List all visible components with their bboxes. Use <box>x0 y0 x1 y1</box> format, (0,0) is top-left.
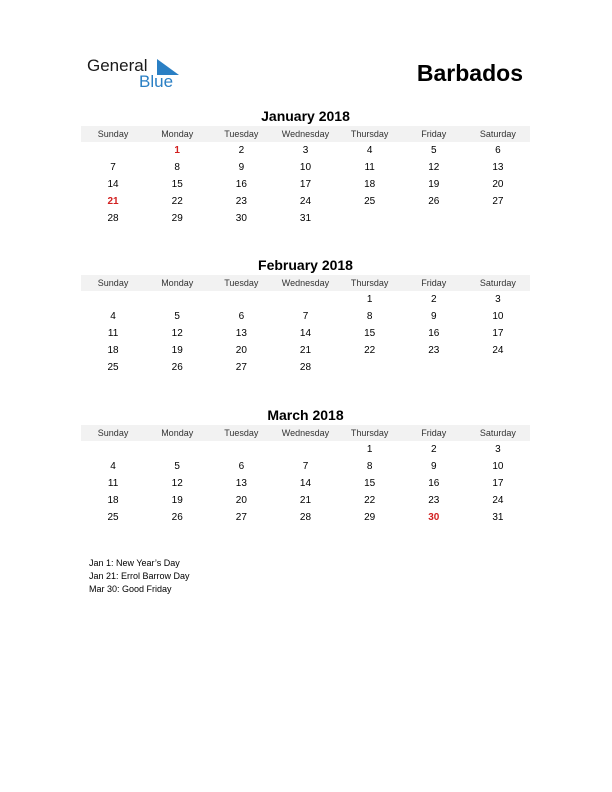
date-cell: 28 <box>299 362 312 373</box>
month-title: March 2018 <box>267 407 344 423</box>
week-row <box>81 159 530 176</box>
date-cell: 27 <box>492 196 504 207</box>
week-row <box>81 193 530 210</box>
date-cell: 24 <box>299 196 312 207</box>
date-cell: 7 <box>110 162 116 173</box>
date-cell: 23 <box>428 345 440 356</box>
date-cell: 17 <box>492 478 504 489</box>
weekday-label: Thursday <box>350 129 389 139</box>
holiday-date-cell: 1 <box>174 145 180 156</box>
generalblue-logo <box>87 56 187 92</box>
date-cell: 31 <box>299 213 312 224</box>
date-cell: 19 <box>171 495 183 506</box>
weekday-label: Friday <box>421 278 447 288</box>
month-title: February 2018 <box>258 257 353 273</box>
calendar-january <box>81 107 530 227</box>
date-cell: 12 <box>171 328 183 339</box>
date-cell: 26 <box>171 362 183 373</box>
date-cell: 24 <box>492 345 504 356</box>
date-cell: 30 <box>235 213 247 224</box>
date-cell: 2 <box>430 294 437 305</box>
date-cell: 16 <box>428 328 440 339</box>
date-cell: 8 <box>174 162 180 173</box>
date-cell: 19 <box>171 345 183 356</box>
weekday-label: Monday <box>161 278 194 288</box>
date-cell: 25 <box>107 362 119 373</box>
weekday-label: Monday <box>161 428 194 438</box>
weekday-header-row <box>81 126 530 142</box>
country-title: Barbados <box>416 60 523 86</box>
date-cell: 14 <box>107 179 119 190</box>
date-cell: 26 <box>171 512 183 523</box>
month-title: January 2018 <box>261 108 350 124</box>
week-row <box>81 142 530 159</box>
weekday-label: Tuesday <box>224 129 259 139</box>
weekday-label: Saturday <box>479 428 516 438</box>
date-cell: 20 <box>235 345 247 356</box>
date-cell: 2 <box>238 145 245 156</box>
weekday-label: Tuesday <box>224 428 259 438</box>
date-cell: 21 <box>299 495 312 506</box>
week-row <box>81 509 530 526</box>
date-cell: 11 <box>107 478 119 489</box>
date-cell: 16 <box>428 478 440 489</box>
weekday-label: Sunday <box>97 129 129 139</box>
date-cell: 6 <box>495 145 501 156</box>
holiday-list-item: Jan 1: New Year’s Day <box>89 558 180 568</box>
weekday-header-row <box>81 425 530 441</box>
date-cell: 15 <box>364 328 376 339</box>
weekday-label: Friday <box>421 129 447 139</box>
date-cell: 5 <box>174 461 180 472</box>
week-row <box>81 492 530 509</box>
date-cell: 22 <box>364 345 376 356</box>
date-cell: 22 <box>364 495 376 506</box>
date-cell: 8 <box>366 311 373 322</box>
date-cell: 29 <box>364 512 376 523</box>
week-row <box>81 458 530 475</box>
date-cell: 13 <box>235 478 247 489</box>
date-cell: 23 <box>428 495 440 506</box>
date-cell: 22 <box>171 196 183 207</box>
weekday-label: Monday <box>161 129 194 139</box>
date-cell: 24 <box>492 495 504 506</box>
weekday-label: Wednesday <box>281 278 330 288</box>
date-cell: 1 <box>366 294 373 305</box>
weekday-label: Wednesday <box>281 428 330 438</box>
date-cell: 16 <box>235 179 247 190</box>
date-cell: 19 <box>428 179 440 190</box>
week-row <box>81 210 530 227</box>
weekday-label: Thursday <box>350 278 389 288</box>
date-cell: 25 <box>364 196 376 207</box>
date-cell: 20 <box>235 495 247 506</box>
weekday-label: Sunday <box>97 278 129 288</box>
date-cell: 4 <box>110 311 116 322</box>
week-row <box>81 441 530 458</box>
date-cell: 18 <box>107 345 119 356</box>
week-row <box>81 475 530 492</box>
weekday-label: Tuesday <box>224 278 259 288</box>
date-cell: 26 <box>428 196 440 207</box>
date-cell: 12 <box>428 162 440 173</box>
date-cell: 13 <box>492 162 504 173</box>
date-cell: 17 <box>299 179 312 190</box>
date-cell: 15 <box>364 478 376 489</box>
week-row <box>81 176 530 193</box>
date-cell: 11 <box>364 162 375 173</box>
weekday-label: Sunday <box>97 428 129 438</box>
weekday-label: Friday <box>421 428 447 438</box>
date-cell: 27 <box>235 512 247 523</box>
date-cell: 20 <box>492 179 504 190</box>
logo-text-general: General <box>87 56 148 75</box>
date-cell: 7 <box>302 461 309 472</box>
calendar-february <box>81 256 530 376</box>
date-cell: 8 <box>366 461 373 472</box>
date-cell: 12 <box>171 478 183 489</box>
holiday-list-item: Jan 21: Errol Barrow Day <box>89 571 190 581</box>
calendar-march <box>81 406 530 526</box>
date-cell: 14 <box>299 478 312 489</box>
holiday-list-item: Mar 30: Good Friday <box>89 584 172 594</box>
date-cell: 3 <box>495 294 501 305</box>
date-cell: 9 <box>430 461 437 472</box>
date-cell: 9 <box>430 311 437 322</box>
week-row <box>81 308 530 325</box>
date-cell: 21 <box>299 345 312 356</box>
date-cell: 6 <box>238 311 245 322</box>
week-row <box>81 325 530 342</box>
logo-text-blue: Blue <box>139 72 174 91</box>
week-row <box>81 342 530 359</box>
week-row <box>81 359 530 376</box>
date-cell: 5 <box>174 311 180 322</box>
weekday-label: Thursday <box>350 428 389 438</box>
date-cell: 5 <box>430 145 437 156</box>
holiday-date-cell: 30 <box>428 512 440 523</box>
weekday-label: Wednesday <box>281 129 330 139</box>
date-cell: 31 <box>492 512 504 523</box>
date-cell: 28 <box>299 512 312 523</box>
date-cell: 6 <box>238 461 245 472</box>
date-cell: 15 <box>171 179 183 190</box>
date-cell: 10 <box>492 311 504 322</box>
date-cell: 1 <box>366 444 373 455</box>
holiday-list <box>89 557 190 596</box>
date-cell: 4 <box>110 461 116 472</box>
date-cell: 13 <box>235 328 247 339</box>
date-cell: 11 <box>107 328 119 339</box>
date-cell: 27 <box>235 362 247 373</box>
date-cell: 17 <box>492 328 504 339</box>
date-cell: 29 <box>171 213 183 224</box>
date-cell: 25 <box>107 512 119 523</box>
date-cell: 18 <box>107 495 119 506</box>
date-cell: 7 <box>302 311 309 322</box>
date-cell: 4 <box>366 145 373 156</box>
date-cell: 18 <box>364 179 376 190</box>
holiday-date-cell: 21 <box>107 196 119 207</box>
weekday-label: Saturday <box>479 129 516 139</box>
date-cell: 23 <box>235 196 247 207</box>
date-cell: 3 <box>302 145 309 156</box>
date-cell: 28 <box>107 213 119 224</box>
date-cell: 14 <box>299 328 312 339</box>
date-cell: 10 <box>299 162 312 173</box>
weekday-label: Saturday <box>479 278 516 288</box>
date-cell: 10 <box>492 461 504 472</box>
date-cell: 3 <box>495 444 501 455</box>
weekday-header-row <box>81 275 530 291</box>
week-row <box>81 291 530 308</box>
date-cell: 9 <box>238 162 245 173</box>
date-cell: 2 <box>430 444 437 455</box>
